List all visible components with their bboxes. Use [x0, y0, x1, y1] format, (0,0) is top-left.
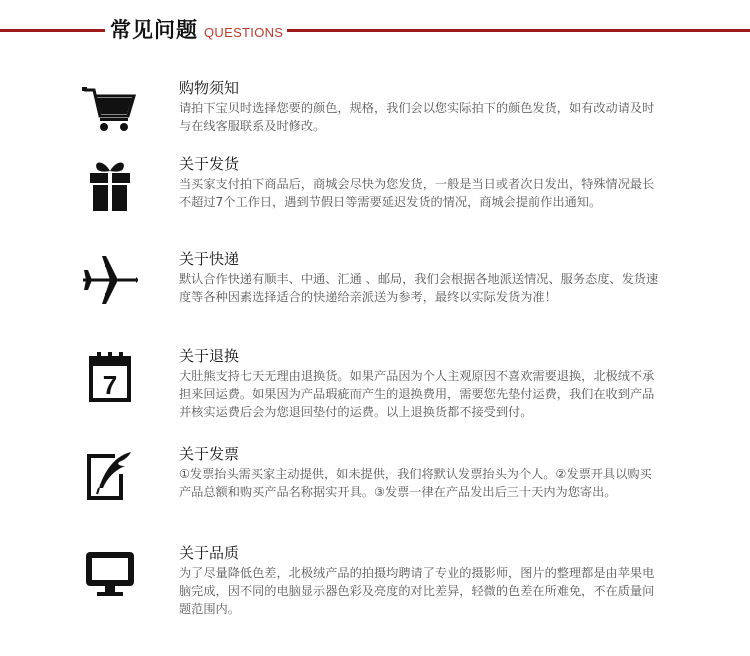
faq-title: 关于发票 [179, 445, 240, 463]
calendar-icon [78, 345, 142, 409]
header-rule-right [282, 29, 750, 32]
faq-title: 关于发货 [179, 155, 240, 173]
faq-title: 关于快递 [179, 250, 240, 268]
header-title-group [108, 14, 287, 46]
section-header [0, 0, 750, 60]
airplane-icon [78, 248, 142, 312]
faq-text: ①发票抬头需买家主动提供，如未提供，我们将默认发票抬头为个人。②发票开具以购买产品总额和购买产品名称据实开具。③发票一律在产品发出后三十天内为您寄出。 [179, 467, 652, 499]
header-rule-left [0, 29, 105, 32]
faq-text: 当买家支付拍下商品后，商城会尽快为您发货，一般是当日或者次日发出，特殊情况最长不超过7个工作日，遇到节假日等需要延迟发货的情况，商城会提前作出通知。 [179, 177, 655, 209]
monitor-icon [78, 542, 142, 606]
faq-title: 购物须知 [179, 79, 240, 97]
invoice-quill-icon [78, 443, 142, 507]
page-title: 常见问题 [110, 18, 198, 42]
faq-text: 默认合作快递有顺丰、中通、汇通 、邮局，我们会根据各地派送情况、服务态度、发货速度等各种因素选择适合的快递给亲派送为参考，最终以实际发货为准！ [179, 272, 659, 304]
faq-title: 关于品质 [179, 544, 240, 562]
faq-text: 请拍下宝贝时选择您要的颜色，规格，我们会以您实际拍下的颜色发货，如有改动请及时与在线客服联系及时修改。 [179, 101, 655, 133]
page-subtitle: QUESTIONS [204, 25, 284, 40]
faq-title: 关于退换 [179, 347, 240, 365]
faq-text: 大肚熊支持七天无理由退换货。如果产品因为个人主观原因不喜欢需要退换，北极绒不承担来回运费。如果因为产品瑕疵而产生的退换费用，需要您先垫付运费，我们在收到产品并核实运费后会为您退回垫付的运费。以上退换货都不接受到付。 [179, 369, 655, 419]
gift-icon [78, 153, 142, 217]
shopping-cart-icon [78, 77, 142, 141]
calendar-number: 7 [102, 370, 118, 400]
faq-text: 为了尽量降低色差，北极绒产品的拍摄均聘请了专业的摄影师，图片的整理都是由苹果电脑完成，因不同的电脑显示器色彩及亮度的对比差异，轻微的色差在所难免，不在质量问题范围内。 [179, 566, 655, 616]
